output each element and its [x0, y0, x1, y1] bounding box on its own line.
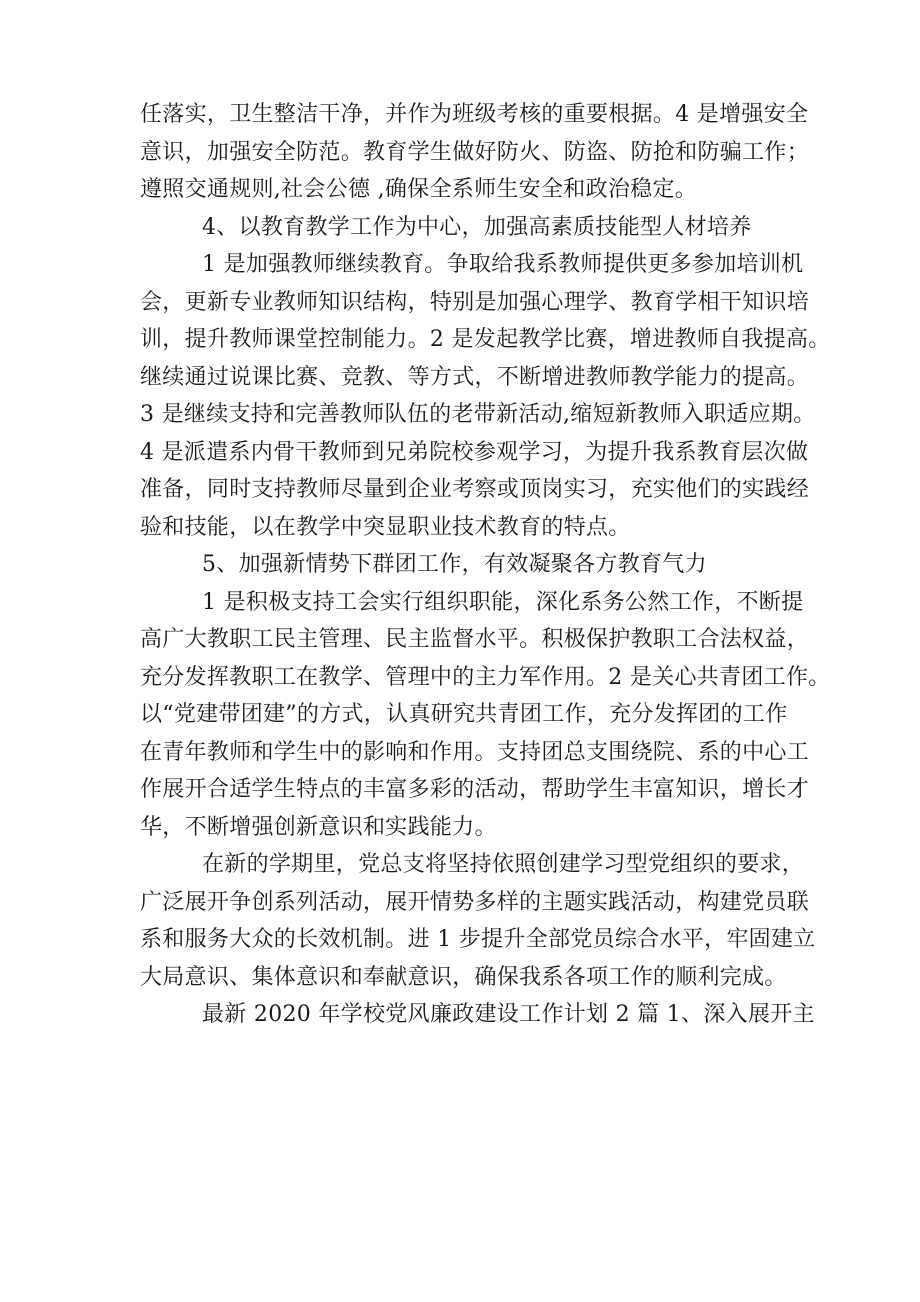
text-line: 广泛展开争创系列活动，展开情势多样的主题实践活动，构建党员联 [140, 889, 810, 915]
text-line: 意识，加强安全防范。教育学生做好防火、防盗、防抢和防骗工作； [140, 139, 810, 165]
text-line: 验和技能，以在教学中突显职业技术教育的特点。 [140, 514, 631, 540]
text-line: 充分发挥教职工在教学、管理中的主力军作用。2 是关心共青团工作。 [140, 664, 831, 690]
text-line: 4、以教育教学工作为中心，加强高素质技能型人材培养 [202, 214, 752, 240]
text-line: 1 是加强教师继续教育。争取给我系教师提供更多参加培训机 [202, 252, 804, 277]
text-line: 作展开合适学生特点的丰富多彩的活动，帮助学生丰富知识，增长才 [140, 777, 810, 802]
text-line: 任落实，卫生整洁干净，并作为班级考核的重要根据。4 是增强安全 [140, 102, 809, 127]
text-line: 遵照交通规则,社会公德 ,确保全系师生安全和政治稳定。 [140, 177, 698, 202]
text-line: 大局意识、集体意识和奉献意识，确保我系各项工作的顺利完成。 [140, 964, 787, 990]
text-line: 在新的学期里，党总支将坚持依照创建学习型党组织的要求， [202, 852, 805, 877]
text-line: 最新 2020 年学校党风廉政建设工作计划 2 篇 1、深入展开主 [202, 1002, 815, 1027]
text-line: 华，不断增强创新意识和实践能力。 [140, 814, 497, 840]
text-line: 高广大教职工民主管理、民主监督水平。积极保护教职工合法权益， [140, 627, 810, 652]
text-line: 会，更新专业教师知识结构，特别是加强心理学、教育学相干知识培 [140, 289, 810, 315]
text-line: 以“党建带团建”的方式，认真研究共青团工作，充分发挥团的工作 [140, 702, 788, 727]
document-body [140, 96, 831, 1034]
text-line: 1 是积极支持工会实行组织职能，深化系务公然工作，不断提 [202, 589, 804, 615]
text-line: 训，提升教师课堂控制能力。2 是发起教学比赛，增进教师自我提高。 [140, 327, 831, 352]
text-line: 4 是派遣系内骨干教师到兄弟院校参观学习，为提升我系教育层次做 [140, 439, 809, 465]
text-line: 继续通过说课比赛、竞教、等方式，不断增进教师教学能力的提高。 [140, 364, 810, 390]
text-line: 3 是继续支持和完善教师队伍的老带新活动,缩短新教师入职适应期。 [140, 402, 816, 427]
text-line: 5、加强新情势下群团工作，有效凝聚各方教育气力 [202, 552, 707, 577]
text-line: 在青年教师和学生中的影响和作用。支持团总支围绕院、系的中心工 [140, 739, 810, 765]
text-line: 系和服务大众的长效机制。进 1 步提升全部党员综合水平，牢固建立 [140, 927, 816, 952]
text-line: 准备，同时支持教师尽量到企业考察或顶岗实习，充实他们的实践经 [140, 477, 810, 502]
